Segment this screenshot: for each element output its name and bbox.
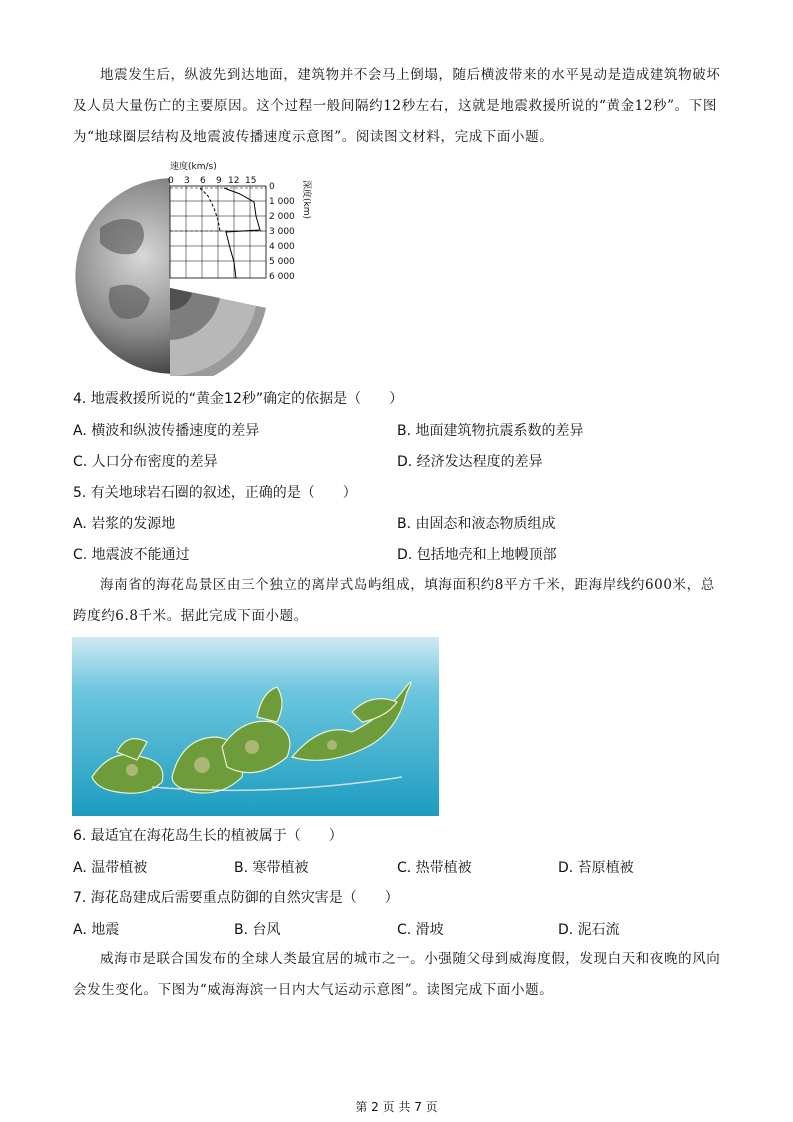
question-4-option-a: A. 横波和纵波传播速度的差异 [73,423,260,439]
speed-tick-3: 3 [184,176,190,186]
page-footer: 第 2 页 共 7 页 [355,1100,438,1114]
question-7-option-b: B. 台风 [234,922,281,938]
question-7-stem: 7. 海花岛建成后需要重点防御的自然灾害是（ ） [73,890,399,906]
question-5-option-a: A. 岩浆的发源地 [73,516,176,532]
haihua-island-photo [72,637,439,816]
depth-tick-1000: 1 000 [269,197,295,207]
question-6-option-a: A. 温带植被 [73,860,148,876]
question-7-option-d: D. 泥石流 [558,922,620,938]
question-5-option-d: D. 包括地壳和上地幔顶部 [397,547,557,563]
depth-axis-label: 深度(km) [301,180,311,220]
question-6-option-d: D. 苔原植被 [558,860,634,876]
speed-axis-label: 速度(km/s) [170,162,217,172]
depth-tick-6000: 6 000 [269,272,295,282]
question-5-option-b: B. 由固态和液态物质组成 [397,516,556,532]
intro-paragraph-weihai: 威海市是联合国发布的全球人类最宜居的城市之一。小强随父母到威海度假，发现白天和夜晚的风向会发生变化。下图为“威海海滨一日内大气运动示意图”。读图完成下面小题。 [73,951,721,998]
speed-tick-6: 6 [200,176,206,186]
question-5-stem: 5. 有关地球岩石圈的叙述，正确的是（ ） [73,485,357,501]
question-7-option-c: C. 滑坡 [397,922,444,938]
seismic-wave-chart [168,160,313,282]
speed-tick-15: 15 [245,176,257,186]
depth-tick-4000: 4 000 [269,242,295,252]
question-6-option-c: C. 热带植被 [397,860,472,876]
question-5-option-c: C. 地震波不能通过 [73,547,190,563]
question-6-option-b: B. 寒带植被 [234,860,309,876]
intro-paragraph-earthquake: 地震发生后，纵波先到达地面，建筑物并不会马上倒塌，随后横波带来的水平晃动是造成建筑物破坏及人员大量伤亡的主要原因。这个过程一般间隔约12秒左右，这就是地震救援所说的“黄金12秒”。下图为“地球圈层结构及地震波传播速度示意图”。阅读图文材料，完成下面小题。 [73,67,721,145]
depth-tick-0: 0 [269,182,275,192]
question-4-option-d: D. 经济发达程度的差异 [397,454,543,470]
intro-paragraph-haihua-island: 海南省的海花岛景区由三个独立的离岸式岛屿组成，填海面积约8平方千米，距海岸线约600米，总跨度约6.8千米。据此完成下面小题。 [73,577,715,624]
speed-tick-0: 0 [168,176,174,186]
speed-tick-9: 9 [216,176,222,186]
depth-tick-5000: 5 000 [269,257,295,267]
depth-tick-3000: 3 000 [269,227,295,237]
question-7-option-a: A. 地震 [73,922,120,938]
question-6-stem: 6. 最适宜在海花岛生长的植被属于（ ） [73,828,343,844]
question-4-stem: 4. 地震救援所说的“黄金12秒”确定的依据是（ ） [73,391,404,407]
question-4-option-b: B. 地面建筑物抗震系数的差异 [397,423,584,439]
question-4-option-c: C. 人口分布密度的差异 [73,454,218,470]
depth-tick-2000: 2 000 [269,212,295,222]
speed-tick-12: 12 [228,176,240,186]
earth-structure-figure [70,158,330,376]
